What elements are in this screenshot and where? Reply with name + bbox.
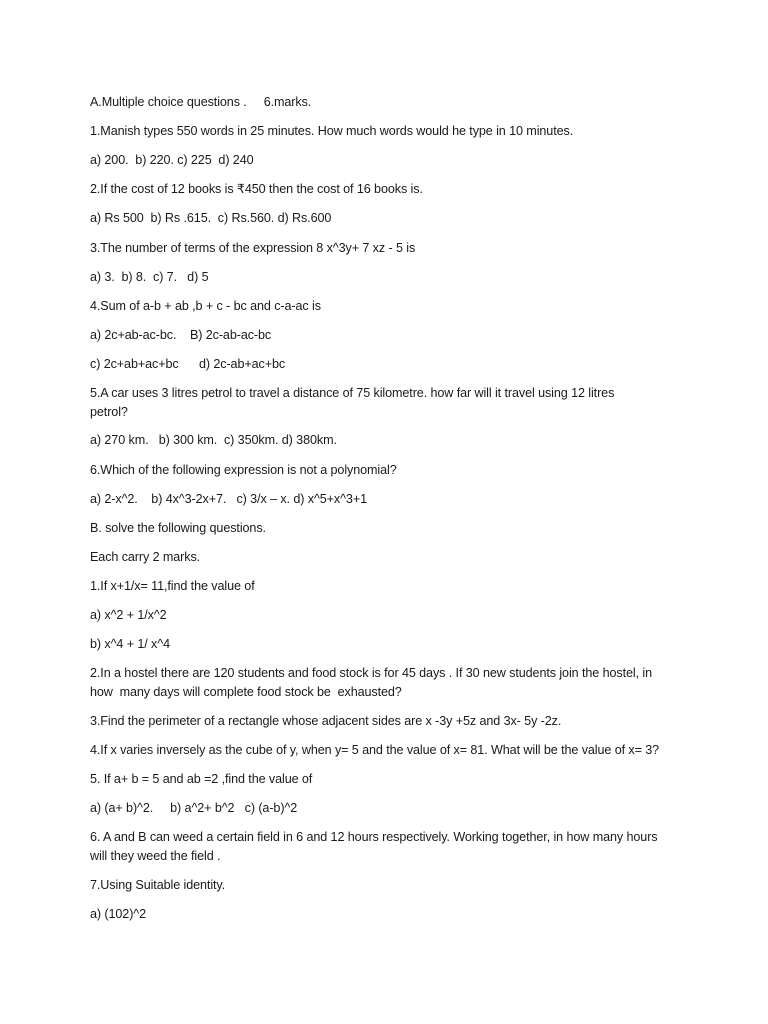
question-a3: 3.The number of terms of the expression 8 x^3y+ 7 xz - 5 is xyxy=(90,241,416,255)
question-b7-part-a: a) (102)^2 xyxy=(90,907,147,921)
question-a4: 4.Sum of a-b + ab ,b + c - bc and c-a-ac is xyxy=(90,299,321,313)
question-b4: 4.If x varies inversely as the cube of y, when y= 5 and the value of x= 81. What will be the value of x= 3? xyxy=(90,743,660,757)
section-a-heading: A.Multiple choice questions . 6.marks. xyxy=(90,95,312,109)
section-b-marks: Each carry 2 marks. xyxy=(90,550,201,564)
question-a5: 5.A car uses 3 litres petrol to travel a distance of 75 kilometre. how far will it travel using 12 litres petrol? xyxy=(90,386,615,419)
question-b1-part-a: a) x^2 + 1/x^2 xyxy=(90,608,167,622)
question-a1: 1.Manish types 550 words in 25 minutes. How much words would he type in 10 minutes. xyxy=(90,124,574,138)
options-a4-row2: c) 2c+ab+ac+bc d) 2c-ab+ac+bc xyxy=(90,357,286,371)
options-a5: a) 270 km. b) 300 km. c) 350km. d) 380km. xyxy=(90,433,337,447)
question-b2: 2.In a hostel there are 120 students and food stock is for 45 days . If 30 new students join the hostel, in how many days will complete food stock be exhausted? xyxy=(90,666,652,699)
question-b7: 7.Using Suitable identity. xyxy=(90,878,226,892)
question-b6: 6. A and B can weed a certain field in 6 and 12 hours respectively. Working together, in how many hours will they weed the field . xyxy=(90,830,658,863)
question-a6: 6.Which of the following expression is not a polynomial? xyxy=(90,463,397,477)
options-a1: a) 200. b) 220. c) 225 d) 240 xyxy=(90,153,254,167)
section-b-heading: B. solve the following questions. xyxy=(90,521,266,535)
options-a2: a) Rs 500 b) Rs .615. c) Rs.560. d) Rs.600 xyxy=(90,211,332,225)
question-b1: 1.If x+1/x= 11,find the value of xyxy=(90,579,255,593)
question-b5: 5. If a+ b = 5 and ab =2 ,find the value of xyxy=(90,772,313,786)
question-b1-part-b: b) x^4 + 1/ x^4 xyxy=(90,637,170,651)
options-a3: a) 3. b) 8. c) 7. d) 5 xyxy=(90,270,209,284)
options-a4-row1: a) 2c+ab-ac-bc. B) 2c-ab-ac-bc xyxy=(90,328,272,342)
question-a2: 2.If the cost of 12 books is ₹450 then the cost of 16 books is. xyxy=(90,182,423,196)
question-b3: 3.Find the perimeter of a rectangle whose adjacent sides are x -3y +5z and 3x- 5y -2z. xyxy=(90,714,562,728)
options-b5: a) (a+ b)^2. b) a^2+ b^2 c) (a-b)^2 xyxy=(90,801,298,815)
options-a6: a) 2-x^2. b) 4x^3-2x+7. c) 3/x – x. d) x^5+x^3+1 xyxy=(90,492,367,506)
